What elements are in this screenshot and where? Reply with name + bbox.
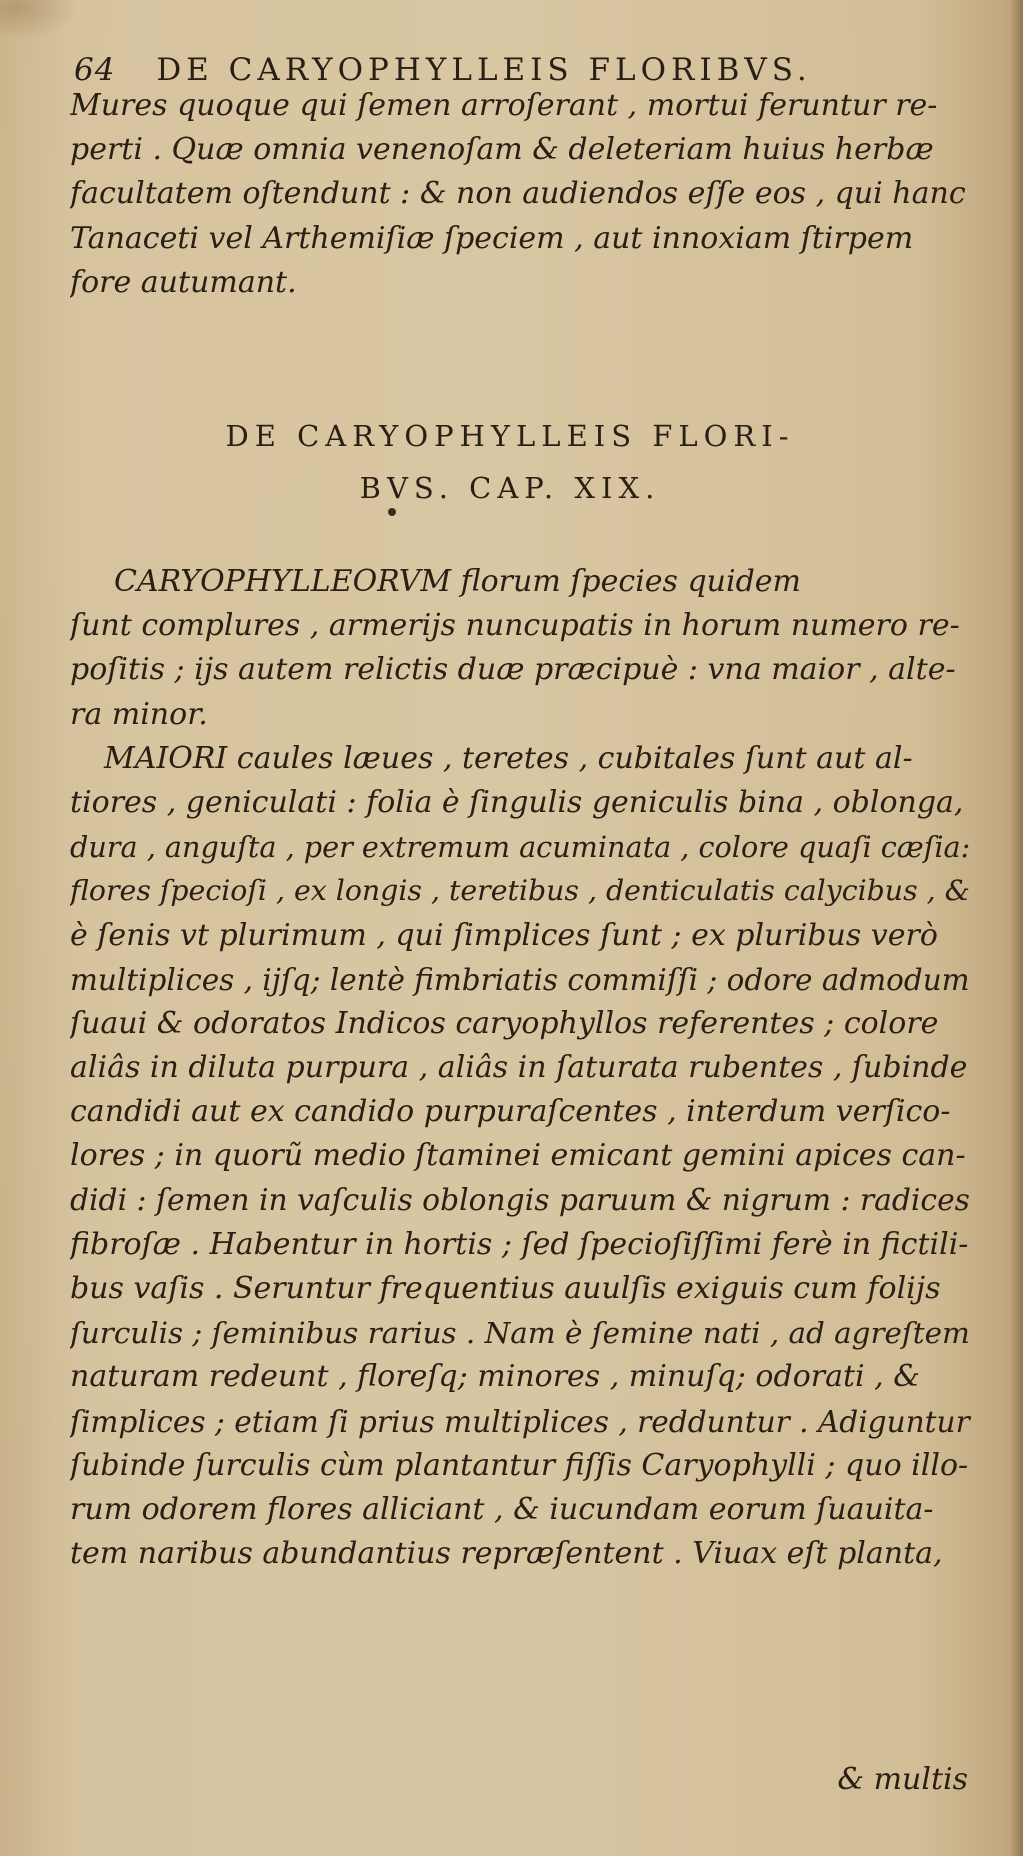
text-line: rum odorem flores alliciant , & iucundam eorum ſuauita- (70, 1491, 934, 1527)
catchword: & multis (837, 1762, 968, 1797)
text-line: ſunt complures , armerijs nuncupatis in horum numero re- (70, 608, 960, 644)
text-line: ſurculis ; ſeminibus rarius . Nam è ſemine nati , ad agreſtem (70, 1316, 970, 1351)
body-paragraph (70, 560, 982, 1576)
text-line: CARYOPHYLLEORVM florum ſpecies quidem (114, 564, 801, 599)
text-line: didi : ſemen in vaſculis oblongis paruum & nigrum : radices (70, 1182, 970, 1218)
running-title: DE CARYOPHYLLEIS FLORIBVS. (156, 52, 812, 88)
page-number: 64 (74, 52, 116, 88)
text-line: aliâs in diluta purpura , aliâs in ſaturata rubentes , ſubinde (70, 1050, 968, 1086)
text-line: perti . Quæ omnia venenoſam & deleteriam huius herbæ (70, 132, 934, 168)
running-head (74, 52, 974, 88)
text-line: poſitis ; ijs autem relictis duæ præcipuè : vna maior , alte- (70, 652, 956, 688)
text-line: ſuaui & odoratos Indicos caryophyllos referentes ; colore (70, 1005, 939, 1041)
text-line: bus vaſis . Seruntur frequentius auulſis exiguis cum folijs (70, 1271, 941, 1306)
top-paragraph (70, 84, 982, 305)
text-line: facultatem oſtendunt : & non audiendos eſſe eos , qui hanc (70, 176, 966, 212)
text-line: fore autumant. (70, 264, 297, 300)
text-line: tem naribus abundantius repræſentent . Viuax eſt planta, (70, 1536, 943, 1572)
text-line: Mures quoque qui ſemen arroſerant , mortui feruntur re- (70, 88, 938, 123)
page-gutter-shadow (1009, 0, 1023, 1856)
paper-stain (0, 0, 80, 40)
text-line: MAIORI caules læues , teretes , cubitales ſunt aut al- (104, 740, 913, 776)
text-line: lores ; in quorũ medio ſtaminei emicant gemini apices can- (70, 1138, 966, 1174)
text-line: ſubinde ſurculis cùm plantantur fiſſis Caryophylli ; quo illo- (70, 1447, 969, 1483)
text-line: candidi aut ex candido purpuraſcentes , interdum verſico- (70, 1094, 951, 1130)
text-line: flores ſpecioſi , ex longis , teretibus , denticulatis calycibus , & (70, 874, 970, 908)
text-line: naturam redeunt , floreſq; minores , minuſq; odorati , & (70, 1359, 920, 1395)
text-line: dura , anguſta , per extremum acuminata , colore quaſi cæſia: (70, 830, 971, 865)
text-line: multiplices , ijſq; lentè fimbriatis commiſſi ; odore admodum (70, 962, 970, 997)
chapter-heading (80, 410, 940, 514)
chapter-heading-line: DE CARYOPHYLLEIS FLORI- (225, 419, 795, 453)
text-line: Tanaceti vel Arthemiſiæ ſpeciem , aut innoxiam ſtirpem (70, 220, 914, 256)
ornament-dot (388, 508, 396, 516)
text-line: fibroſæ . Habentur in hortis ; ſed ſpecioſiſſimi ferè in fictili- (70, 1226, 969, 1262)
text-line: è ſenis vt plurimum , qui ſimplices ſunt ; ex pluribus verò (70, 917, 938, 953)
text-line: tiores , geniculati : folia è ſingulis geniculis bina , oblonga, (70, 784, 964, 820)
text-line: ra minor. (70, 696, 208, 732)
chapter-heading-line: BVS. CAP. XIX. (359, 471, 661, 505)
text-line: ſimplices ; etiam ſi prius multiplices , redduntur . Adiguntur (70, 1404, 970, 1439)
